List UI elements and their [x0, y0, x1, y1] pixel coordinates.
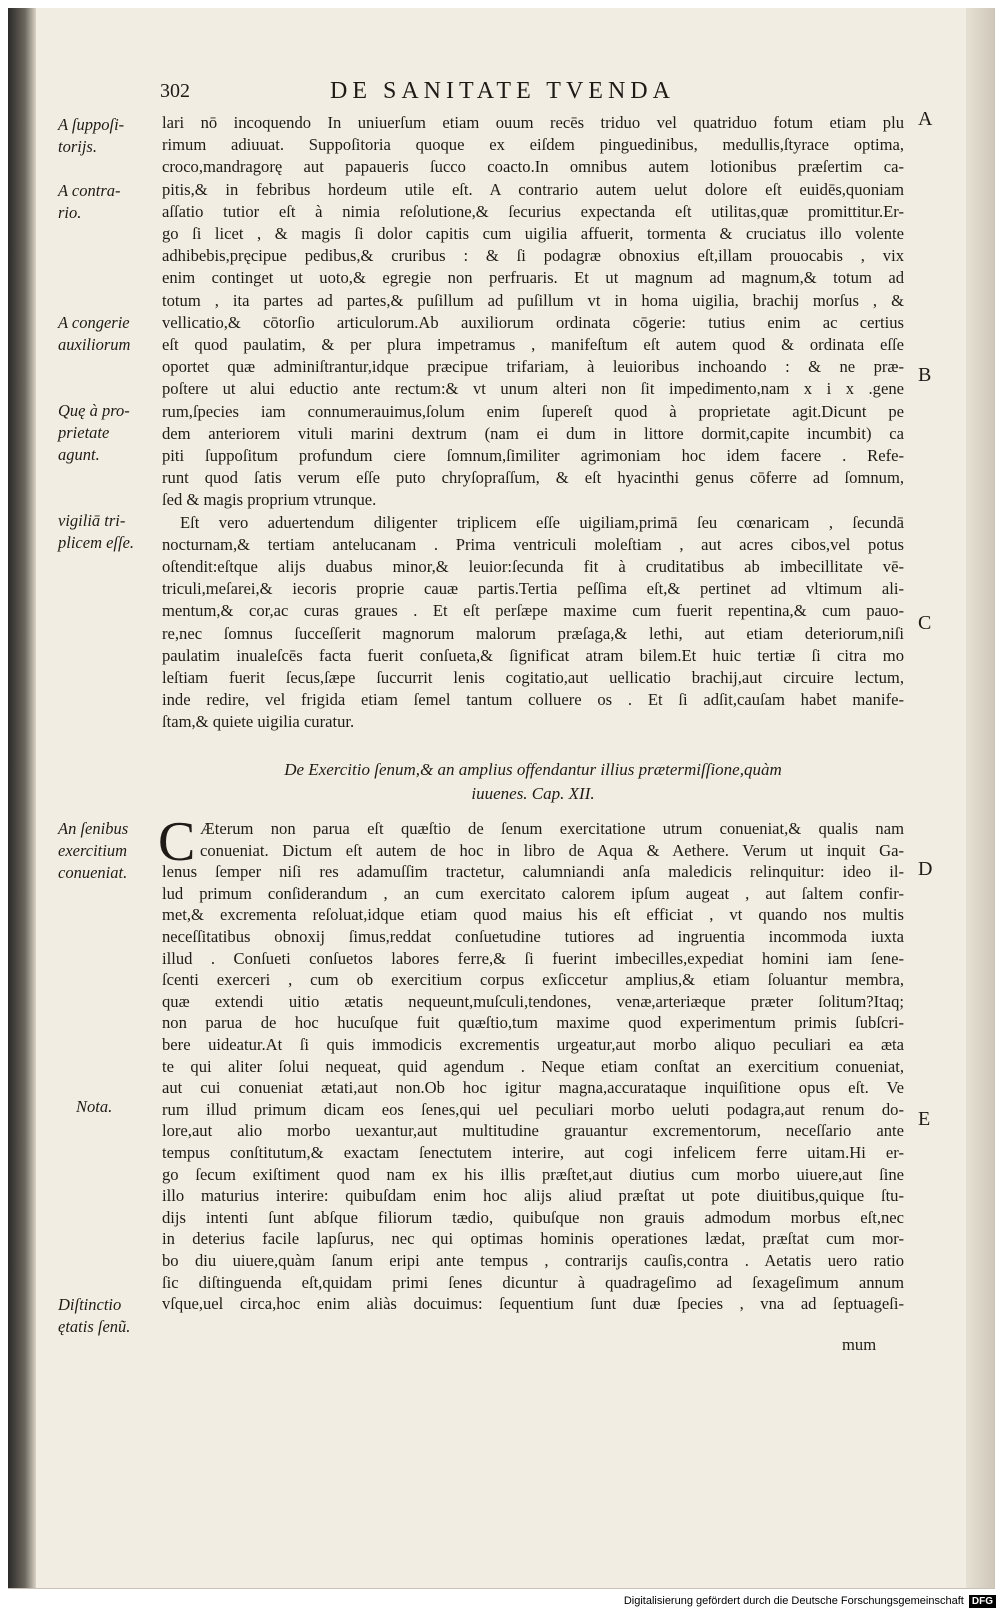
- footer-text: Digitalisierung gefördert durch die Deutsche Forschungsgemeinschaft: [623, 1595, 964, 1607]
- body-line: go ſi licet , & magis ſi dolor capitis cum uigilia affuerit, tormenta & cruciatus illo volente: [162, 224, 904, 243]
- body-line: dem anteriorem vituli marini dextrum (nam ei dum in littore dormit,capite incumbit) ca: [162, 423, 904, 443]
- chapter-body-line: illud . Conſueti conſuetos labores ferre,& ſi fuerint imbecilles,expediat homini iam ſene-: [162, 948, 904, 968]
- margin-note-a-contrario: A contra- rio.: [58, 181, 121, 222]
- chapter-body-line: non parua de hoc hucuſque fuit quæſtio,tum maxime quod experimentum primis ſubſcri-: [162, 1013, 904, 1033]
- chapter-heading-line-1: De Exercitio ſenum,& an amplius offendantur illius prætermiſſione,quàm: [284, 760, 782, 779]
- margin-note-vigilia: vigiliā tri- plicem eſſe.: [58, 511, 135, 552]
- chapter-body-line: te qui aliter ſolui nequeat, quid agendum . Neque etiam conſtat an exercitium conueniat,: [162, 1056, 904, 1076]
- chapter-body-line: illo maturius interire: quibuſdam enim hoc alijs aliud præſtat ut pote diuitibus,quique ſtu-: [162, 1186, 904, 1206]
- margin-note-proprietate: Quę à pro- prietate agunt.: [58, 401, 130, 464]
- section-letter-a: A: [918, 108, 933, 130]
- section-letter-e: E: [918, 1108, 931, 1130]
- body-line: inde redire, vel frigida etiam ſemel tantum colluere os . Et ſi adſit,cauſam habet manife-: [162, 690, 904, 710]
- chapter-body-line: bere uideatur.At ſi quis immodicis excrementis urgeatur,aut morbo aliquo peculiari ea æta: [162, 1035, 904, 1054]
- chapter-body-line: ſcenti exerceri , cum ob exercitium corpus exſiccetur amplius,& etiam ſoluantur membra,: [162, 970, 904, 990]
- body-line: pitis,& in febribus hordeum utile eſt. A contrario autem uelut dolore eſt euidēs,quoniam: [162, 179, 904, 199]
- body-line: rum,ſpecies iam connumerauimus,ſolum enim ſupereſt quod à proprietate agit.Dicunt pe: [162, 401, 904, 421]
- chapter-body-line: quæ extendi uitio ætatis nequeunt,muſculi,tendones, venæ,arteriæque præter ſolitum?Itaq;: [162, 991, 904, 1011]
- margin-note-nota: Nota.: [76, 1097, 113, 1116]
- running-header: [160, 78, 920, 108]
- digitization-footer: [600, 1592, 996, 1610]
- margin-note-congerie: A congerie auxiliorum: [58, 313, 131, 354]
- body-line: leſtiam fuerit ſecus,ſæpe ſuccurrit lenis cogitatio,aut uellicatio brachij,aut circuire lectum,: [162, 668, 904, 687]
- drop-capital: C: [158, 811, 196, 873]
- body-line: runt quod ſatis verum eſſe puto chryſopraſſum, & eſt hyacinthi genus cōferre ad ſomnum,: [162, 468, 904, 488]
- chapter-body-line: rum illud primum dicam eos ſenes,qui uel peculiari morbo ueluti podagra,aut renum do-: [162, 1099, 904, 1119]
- chapter-body-line: tempus conſtitutum,& exactam ſenectutem interire, aut cogi infelicem ferre uitam.Hi er-: [162, 1143, 904, 1162]
- dfg-logo-badge: DFG: [969, 1595, 996, 1608]
- body-line: croco,mandragorę aut papaueris ſucco coacto.In omnibus autem lotionibus præſertim ca-: [162, 157, 904, 177]
- chapter-body-line: ſic diſtinguenda eſt,quidam primi ſenes dicuntur à quadrageſimo ad ſexageſimum annum: [162, 1272, 904, 1292]
- chapter-body-line: lenus ſemper niſi res adamuſſim tractetur, calumniandi anſa maledicis relinquitur: ideo il-: [162, 862, 904, 882]
- chapter-body-line: conueniat. Dictum eſt autem de hoc in libro de Aqua & Aethere. Verum ut inquit Ga-: [200, 840, 904, 860]
- body-line: mentum,& cor,ac curas graues . Et eſt perſæpe maxime cum fuerit repentina,& cum pauo-: [162, 601, 904, 621]
- body-line: ſed & magis proprium vtrunque.: [162, 490, 377, 510]
- page-number: 302: [160, 80, 190, 102]
- chapter-body-line: go ſecum exiſtiment quod nam ex his illis præſtet,aut diutius cum morbo uiuere,aut ſine: [162, 1164, 904, 1184]
- catchword: mum: [842, 1335, 877, 1354]
- section-letter-d: D: [918, 858, 933, 880]
- body-line: lari nō incoquendo In uniuerſum etiam ouum recēs triduo vel quatriduo fotum etiam plu: [162, 113, 904, 132]
- chapter-heading: [162, 758, 904, 806]
- chapter-body-line: met,& excrementa reſoluat,idque etiam quod maius his eſt efficiat , vt quando nos multis: [162, 905, 904, 925]
- body-line: re,nec ſomnus ſucceſſerit magnorum malorum præſaga,& lethi, aut etiam deteriorum,niſi: [162, 623, 904, 643]
- body-line: oſtendit:eſtque alijs duabus minor,& leuior:ſecunda fit à cruditatibus ab imbecillitate vē-: [162, 557, 904, 576]
- section-letter-c: C: [918, 612, 932, 634]
- body-line: adhibebis,pręcipue pedibus,& cruribus : & ſi podagræ obnoxius eſt,illam prouocabis , vix: [162, 246, 904, 266]
- page-fore-edge: [966, 8, 994, 1588]
- chapter-body-line: lud primum conſiderandum , an cum exercitato calorem ipſum augeat , aut ſaltem confir-: [162, 883, 904, 903]
- body-line: triculi,meſarei,& iecoris proprie cauæ partis.Tertia peſſima eſt,& pertinet ad vltimum ali-: [162, 579, 904, 599]
- body-line: Eſt vero aduertendum diligenter triplicem eſſe uigiliam,primā ſeu cœnaricam , ſecundā: [180, 512, 904, 532]
- chapter-body-line: lore,aut alio morbo uexantur,aut multitudine grauantur excrementorum, neceſſario ante: [162, 1121, 904, 1141]
- page-gutter-shadow: [8, 8, 36, 1588]
- chapter-body-line: aut cui conueniat ætati,aut non.Ob hoc igitur magna,accurataque inquiſitione opus eſt. Ve: [162, 1078, 904, 1098]
- body-line: eſt quod paulatim, & per plura impetramus , manifeſtum eſt autem quod & ordinata eſſe: [162, 335, 904, 354]
- chapter-body-line: dijs intenti ſunt abſque filiorum tædio, quibuſque non grauis admodum morbus eſt,nec: [162, 1207, 904, 1227]
- chapter-body-line: in deterius facile lapſurus, nec qui optimas hominis operationes lædat, præſtat cum mor-: [162, 1229, 904, 1249]
- margin-note-suppositoriis: A ſuppoſi- torijs.: [58, 115, 125, 156]
- body-line: totum , ita partes ad partes,& puſillum ad puſillum vt in homa uigilia, brachij morſus , &: [162, 290, 904, 310]
- body-line: poſtere ut alui eductio ante rectum:& vt unum alteri non ſit impedimento,nam x i x .gene: [162, 379, 904, 399]
- chapter-body-line: vſque,uel circa,hoc enim aliàs docuimus: ſequentium ſunt duæ ſpecies , vna ad ſeptuageſi-: [162, 1294, 904, 1314]
- chapter-body-line: bo diu uiuere,quàm ſanum eripi ante tempus , contrarijs cauſis,contra . Aetatis uero ratio: [162, 1251, 904, 1270]
- chapter-body-line: Æterum non parua eſt quæſtio de ſenum exercitatione utrum conueniat,& qualis nam: [200, 819, 904, 838]
- chapter-heading-line-2: iuuenes. Cap. XII.: [471, 784, 595, 803]
- running-title: DE SANITATE TVENDA: [330, 78, 675, 104]
- body-line: aſſatio tutior eſt à nimia reſolutione,& ſecurius expectanda eſt utilitas,quæ promittitur.Er-: [162, 201, 904, 221]
- body-line: rimum adiuuat. Suppoſitoria quoque ex eiſdem pinguedinibus, medullis,ſtyrace optima,: [162, 135, 904, 155]
- body-line: oportet quæ adminiſtrantur,idque præcipue trifariam, à leuioribus inchoando : & ne præ-: [162, 357, 904, 377]
- margin-note-senibus: An ſenibus exercitium conueniat.: [58, 819, 129, 882]
- margin-note-distinctio: Diſtinctio ętatis ſenũ.: [58, 1295, 131, 1336]
- section-letter-b: B: [918, 364, 932, 386]
- body-line: ſtam,& quiete uigilia curatur.: [162, 712, 355, 732]
- body-line: nocturnam,& tertiam antelucanam . Prima ventriculi moleſtiam , aut acres cibos,vel potus: [162, 534, 904, 554]
- body-line: enim continget ut uoto,& egregie non perfruaris. Et ut magnum ad magnum,& totum ad: [162, 268, 904, 288]
- body-line: paulatim inualeſcēs facta fuerit conſueta,& ſignificat atram bilem.Et huic tertiæ ſi citra mo: [162, 645, 904, 665]
- chapter-body-line: neceſſitatibus obnoxij ſimus,reddat conſuetudine tutiores ad ingruentia incommoda iuxta: [162, 927, 904, 946]
- body-line: vellicatio,& cōtorſio articulorum.Ab auxiliorum ordinata cōgerie: tutius enim ac certius: [162, 312, 904, 332]
- body-line: piti ſuppoſitum profundum ciere ſomnum,ſimiliter agrimoniam hoc idem facere . Refe-: [162, 446, 904, 465]
